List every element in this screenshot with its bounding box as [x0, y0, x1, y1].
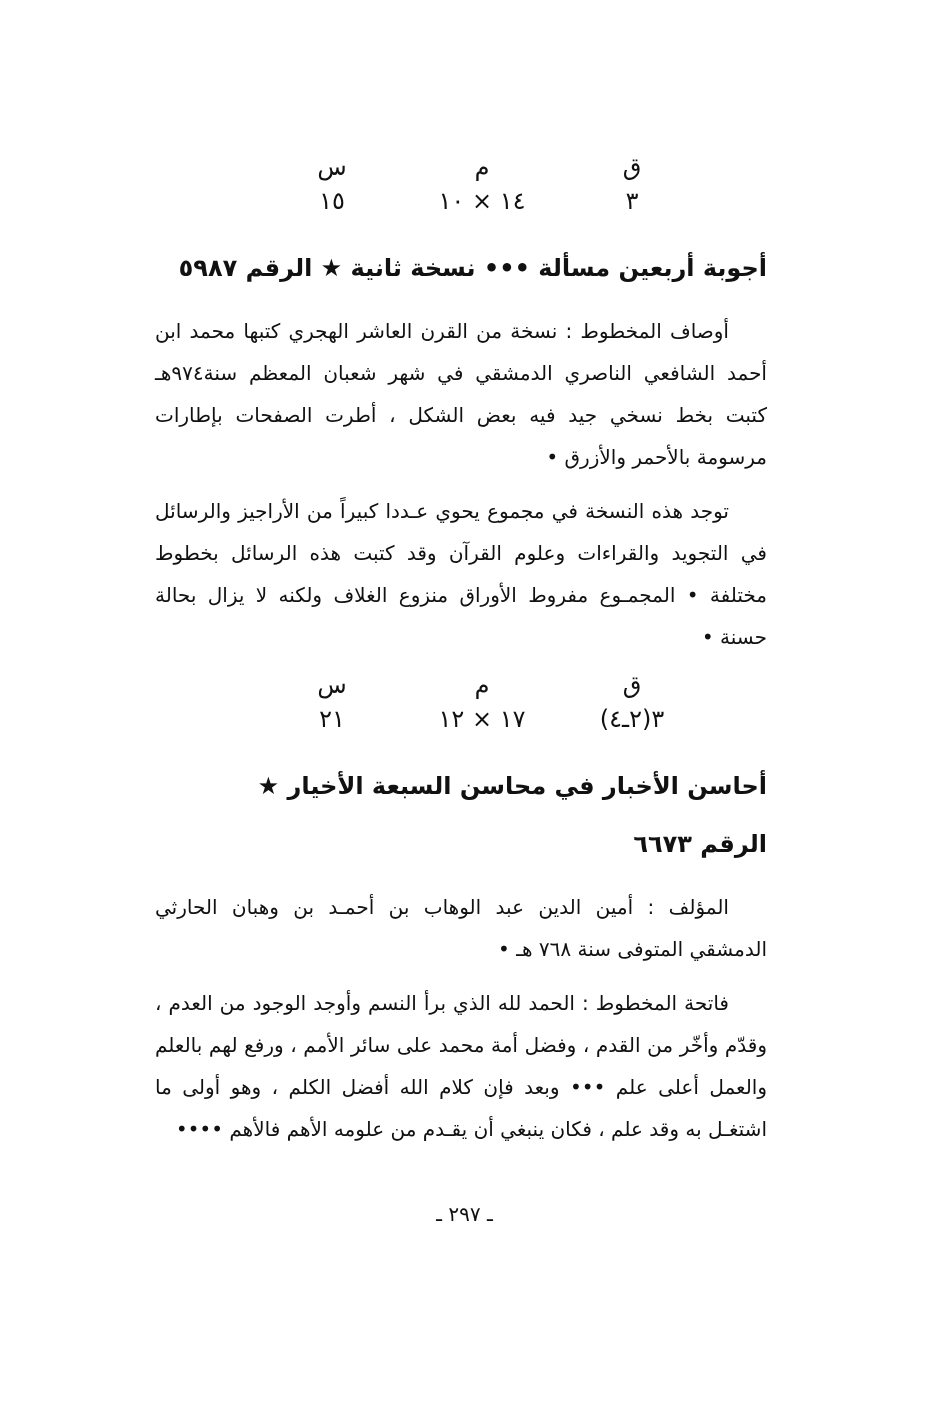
stat-value: ٣(٢ـ٤) — [599, 705, 665, 733]
stat-value: ١٤ × ١٠ — [438, 187, 526, 215]
stat-label: ق — [622, 153, 642, 181]
manuscript-author: المؤلف : أمين الدين عبد الوهاب بن أحمـد بن وهبان الحارثي الدمشقي المتوفى سنة ٧٦٨ هـ • — [155, 895, 767, 961]
stat-value: ١٥ — [319, 187, 345, 215]
manuscript-stats-1 — [257, 150, 707, 218]
manuscript-stats-2 — [257, 668, 707, 736]
entry-number: الرقم ٦٦٧٣ — [633, 830, 767, 858]
stat-value: ١٧ × ١٢ — [438, 705, 526, 733]
manuscript-description: توجد هذه النسخة في مجموع يحوي عـددا كبيراً من الأراجيز والرسائل في التجويد والقراءات وعلوم القرآن وقد كتبت هذه الرسائل بخطوط مختلفة • المجمـوع مفروط الأوراق منزوع الغلاف ولكنه لا يزال بحالة حسنة • — [155, 499, 767, 649]
stat-value: ٢١ — [319, 705, 345, 733]
stat-m — [407, 668, 557, 736]
entry-heading: أحاسن الأخبار في محاسن السبعة الأخيار ★ — [257, 772, 767, 800]
page-number: ـ ٢٩٧ ـ — [436, 1202, 493, 1226]
stat-label: ق — [622, 671, 642, 699]
stat-label: س — [317, 671, 347, 699]
stat-q — [557, 150, 707, 218]
stat-label: م — [474, 671, 490, 699]
stat-s — [257, 150, 407, 218]
entry-heading: أجوبة أربعين مسألة ••• نسخة ثانية ★ الرقم ٥٩٨٧ — [178, 254, 767, 282]
manuscript-description: أوصاف المخطوط : نسخة من القرن العاشر الهجري كتبها محمد ابن أحمد الشافعي الناصري الدمشقي في شهر شعبان المعظم سنة٩٧٤هـ كتبت بخط نسخي جيد فيه بعض الشكل ، أطرت الصفحات بإطارات مرسومة بالأحمر والأزرق • — [155, 319, 767, 469]
stat-m — [407, 150, 557, 218]
manuscript-opening: فاتحة المخطوط : الحمد لله الذي برأ النسم وأوجد الوجود من العدم ، وقدّم وأخّر من القدم ، وفضل أمة محمد على سائر الأمم ، ورفع لهم بالعلم والعمل أعلى علم ••• وبعد فإن كلام الله أفضل الكلم ، وهو أولى ما اشتغـل به وقد علم ، فكان ينبغي أن يقـدم من علومه الأهم فالأهم •••• — [155, 991, 767, 1141]
stat-label: م — [474, 153, 490, 181]
stat-q — [557, 668, 707, 736]
stat-s — [257, 668, 407, 736]
document-page — [155, 150, 767, 1150]
stat-value: ٣ — [625, 187, 639, 215]
stat-label: س — [317, 153, 347, 181]
